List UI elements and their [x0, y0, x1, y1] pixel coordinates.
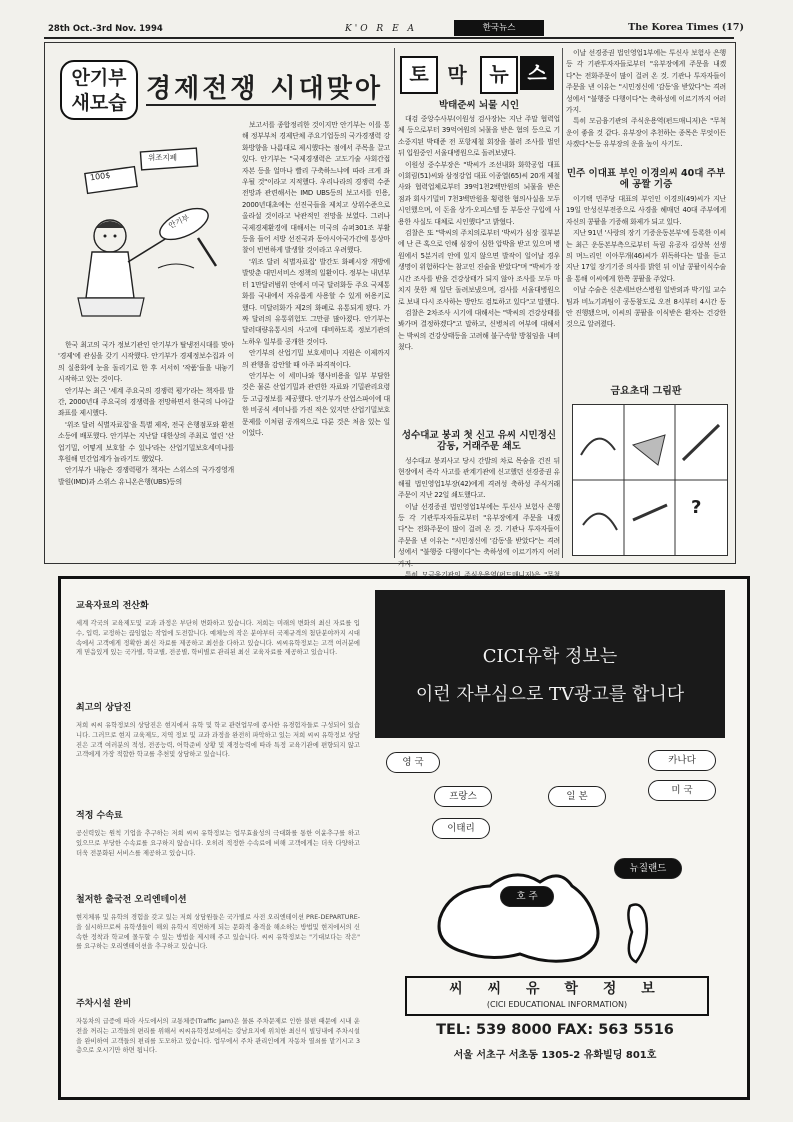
paragraph: 특히 모금융기관의 주식운용역(펀드매니저)은 "무척 운이 좋을 것 같다. 유부장이 추천하는 종목은 무엇이든 사겠다"는등 유부장의 운을 높이 사기도.	[566, 117, 726, 149]
tv-line-2: 이런 자부심으로 TV광고를 합니다	[415, 684, 685, 705]
company-english: (CICI EDUCATIONAL INFORMATION)	[486, 1000, 628, 1009]
paragraph: 안기부의 산업기밀 보호세미나 지원은 이제까지의 관행을 감안할 때 아주 파격적이다.	[242, 349, 390, 369]
column-divider	[394, 48, 395, 558]
cartoon-label-fake: 위조지폐	[148, 153, 177, 162]
story-body	[398, 456, 560, 568]
paragraph: 이기택 민주당 대표의 부인인 이경의(49)씨가 지난 19일 안성신부전증으로 사경을 헤매던 40대 주부에게 자신의 콩팥을 기증해 화제가 되고 있다.	[566, 195, 726, 226]
ad-heading: 최고의 상담진	[76, 703, 132, 713]
article-title: 경제전쟁 시대맞아	[146, 74, 383, 104]
country-usa: 미 국	[648, 780, 716, 801]
paragraph: 안기부가 내놓은 경쟁력평가 책자는 스위스의 국가경영개발원(IMD)과 스위스 유니온은행(UBS)등의	[58, 466, 234, 486]
topic-news-banner	[400, 56, 558, 94]
ad-heading: 교육자료의 전산화	[76, 601, 149, 611]
paragraph: 보고서를 종합정리한 것이지만 안기부는 이를 통해 정부부처 경제단체 주요기업등의 국가경쟁력 강화방향을 나름대로 제시했다는 점에서 주목을 끌고 있다. 안기부는 "국제경쟁력은 고도기술 사회간접자본 등을 얼마나 빨리 구축하느냐에 따라 크게 좌우될 것"이라고 지적했다. 우리나라의 경쟁력 수준전망과 관련해서는 IMD UBS등의 보고서를 인용, 2000년대초에는 선진국들을 제치고 상위수준으로 올라설 것이라고 낙관적인 전망을 보였다. 그러나 국제경제환경에 대해서는 미국의 슈퍼301조 부활등을 들어 서방 선진국과 동아시아국가간에 통상마찰이 빈번하게 발생할 것이라고 우려했다.	[242, 121, 390, 255]
ad-section-5	[76, 996, 360, 1056]
ad-heading: 적정 수속료	[76, 811, 123, 821]
country-france: 프랑스	[434, 786, 492, 807]
paragraph: 검찰은 2차조사 시기에 대해서는 "박씨의 건강상태를 봐가며 결정하겠다"고 말하고, 신병처리 여부에 대해서는 박씨의 건강상태등을 고려해 불구속할 방침임을 내비쳤다.	[398, 308, 560, 352]
story-headline: 박태준씨 뇌물 시인	[438, 100, 520, 111]
ad-body: 현지체류 및 유학의 경험을 갖고 있는 저희 상담원들은 국가별로 사전 오리엔테이션 PRE-DEPARTURE-을 실시하므로써 유학생들이 해외 유학시 직면하게 되는 문화적 충격을 해소하는 방법및 현지에서의 신속한 정착과 학교에 몰두할 수 있는 방법을 제시해 주고 있습니다. 씨씨 유학정보는 "기대보다는 작은" 를 요구하는 오리엔테이션을 추구하고 있습니다.	[76, 914, 360, 951]
company-phone: TEL: 539 8000 FAX: 563 5516	[436, 1022, 674, 1038]
paragraph: '위조 달러 식별자료집' 발간도 화폐시장 개방에 발맞춘 대민서비스 정책의 일환이다. 정부는 내년부터 1만달러범위 안에서 미국 달러화등 주요 국제통화를 국내에서 자유롭게 사용할 수 있게 허용키로 했다. 미달러화가 제2의 화폐로 유통되게 됐다. 가짜 달러의 유통위험도 그만큼 많아졌다. 안기부는 달러대량유통시의 사고에 대비하도록 정보기관의 노하우 일부를 공개한 것이다.	[242, 257, 390, 346]
paragraph: 대검 중앙수사부(이원성 검사장)는 지난 주말 협력업체 등으로부터 39억여원의 뇌물을 받은 혐의 등으로 기소중지된 박태준 전 포항제철 회장을 불러 조사를 벌인 뒤 입원중인 서울대병원으로 돌려보냈다.	[398, 115, 560, 158]
paragraph: 이원성 중수부장은 "박씨가 조선내화 화학공업 대표 이회림(51)씨와 삼정강업 대표 이종열(65)씨 20개 제철사와 협력업체로부터 39억1천2백만원의 뇌물을 받은 점과 회사기밀비 7천3백만원을 횡령한 혐의사실을 모두 시인했으며, 이 돈을 상가·오피스텔 등 부동산 구입에 사용한 사실도 대체로 시인했다"고 밝혔다.	[398, 160, 560, 226]
title-underline	[146, 104, 376, 106]
page-header	[40, 14, 748, 36]
paragraph: 안기부는 최근 '세계 주요국의 경쟁력 평가'라는 책자를 발간, 2000년대 주요국의 경쟁력을 전망하면서 한국의 나아갈 좌표를 제시했다.	[58, 386, 234, 418]
ad-heading: 주차시설 완비	[76, 999, 132, 1009]
page-number: The Korea Times (17)	[628, 22, 744, 33]
ad-heading: 철저한 출국전 오리엔테이션	[76, 895, 187, 905]
country-canada: 카나다	[648, 750, 716, 771]
column-divider	[562, 48, 563, 558]
paragraph: 이날 선경증권 법인영업1부에는 투신사 보험사 은행 등 각 기관투자자들로부터 "유부장에게 주문을 내겠다"는 전화주문이 많이 걸려 온 것. 기관나 투자자들이 주문을 낸 이유는 "시민정신에 '감동'을 받았다"는 격려성에서 "불행중 다행이다"는 축하성에 이르기까지 여러가지.	[566, 49, 726, 115]
ad-body: 세계 각국의 교육제도및 교과 과정은 부단히 변화하고 있습니다. 저희는 미래의 변화의 최신 자료를 입수, 입력, 교정하는 끊임없는 작업에 도전합니다. 예체능의 작은 분야부터 국제규격의 첨단분야까지 시대속에서 고객에게 정확한 최신 자료를 제공하고 최선을 다하고 있습니다. 씨씨유학정보는 고객 여러분에게 믿음있게 있는 국가별, 학교별, 전공별, 학비별로 관리된 최신 교육자료를 제공하고 있습니다.	[76, 620, 360, 657]
ad-body: 자동차의 급증에 따라 사도에서의 교통체증(Traffic Jam)은 물론 주차문제로 인한 불편 때문에 시내 운전을 꺼리는 고객들의 편리를 위해서 씨씨유학정보에서는 강남요지에 위치한 최신식 빌딩내에 주차시설을 완비하여 고객들의 편리를 도모하고 있습니다. 업무에서 주차 관리인에게 자동차 열쇠를 맡기시고 3층으로 오시기만 하면 됩니다.	[76, 1018, 360, 1055]
country-japan: 일 본	[548, 786, 606, 807]
country-newzealand: 뉴질랜드	[614, 858, 682, 879]
paragraph: 안기부는 이 세미나와 행사비용을 일부 부담한 것은 물론 산업기밀과 관련한 자료와 기밀관리요령등 고급정보를 제공했다. 안기부가 산업스파이에 대한 비공식 세미나를 가진 적은 있지만 산업기밀보호문제를 이처럼 공개적으로 다룬 것은 처음 있는 일이었다.	[242, 371, 390, 437]
country-australia: 호 주	[500, 886, 554, 907]
ad-section-2	[76, 700, 360, 760]
ad-body: 공신력있는 원칙 기업을 추구하는 저희 씨씨 유학정보는 업무효율성의 극대화를 통한 이윤추구를 하고 있으므로 부당한 수속료를 요구하지 않습니다. 오히려 적정한 수속료에 비해 고객에게는 더욱 다양하고 더욱 전문화된 서비스를 제공하고 있습니다.	[76, 830, 360, 857]
cartoon-label-dollar: 100$	[89, 170, 111, 183]
badge-line-1: 안기부	[71, 67, 127, 89]
story-headline: 성수대교 붕괴 첫 신고 유씨 시민정신 감동, 거래주문 쇄도	[401, 430, 557, 452]
country-italy: 이태리	[432, 818, 490, 839]
puzzle-grid	[572, 404, 728, 556]
banner-char: 토	[400, 56, 438, 94]
tv-ad-box	[375, 590, 725, 738]
banner-char: 뉴	[480, 56, 518, 94]
paragraph: 성수대교 붕괴사고 당시 간발의 차로 목숨을 건진 뒤 현장에서 즉각 사고를 관계기관에 신고했던 선경증권 유해필 법인영업1부장(42)에게 격려성 축하성 주식거래 주문이 지난 22일 쇄도했다고.	[398, 457, 560, 500]
ad-section-1	[76, 598, 360, 658]
puzzle-title: 금요초대 그림판	[610, 386, 682, 397]
tv-line-1: CICI유학 정보는	[482, 646, 618, 667]
ad-body: 저희 씨씨 유학정보의 상담진은 현지에서 유학 및 학교 관련업무에 종사한 유경험자들로 구성되어 있습니다. 그러므로 현지 교육제도, 지역 정보 및 교과 과정을 완전히 파악하고 있는 저희 씨씨 유학정보 상담진은 고객 여러분의 적성, 전공능력, 어학준비 상황 및 재정능력에 따라 특정 교육기관에 편향되지 않고 고객에게 가장 적합한 학교를 추천및 상담하고 있습니다.	[76, 722, 360, 759]
paragraph: 이날 선경증권 법인영업1부에는 투신사 보험사 은행 등 각 기관투자자들로부터 "유부장에게 주문을 내겠다"는 전화주문이 많이 걸려 온 것. 기관나 투자자들이 주문을 낸 이유는 "시민정신에 '감동'을 받았다"는 격려성에서 "불행중 다행이다"는 축하성에 이르기까지 여러가지.	[398, 502, 560, 568]
badge-line-2: 새모습	[71, 92, 127, 114]
article-badge	[60, 60, 138, 120]
story-body	[398, 114, 560, 426]
paragraph: 검찰은 또 "박씨의 주치의로부터 '박씨가 심장 질부분에 난 큰 혹으로 인해 심장이 심한 압박을 받고 있으며 병원에서 5분거리 안에 있지 않으면 발작이 일어날 경우 생명이 위험하다'는 참고인 진술을 받았다"며 "박씨가 장시간 조사를 받을 건강상태가 되지 않아 조사를 모두 마치지 못한 채 일단 돌려보냈으며, 검사를 서울대병원으로 보내 다시 조사하는 방안도 검토하고 있다"고 말했다.	[398, 229, 560, 306]
banner-char: 스	[520, 56, 554, 90]
cartoon-illustration	[66, 138, 226, 324]
company-address: 서울 서초구 서초동 1305-2 유화빌딩 801호	[453, 1050, 657, 1061]
paragraph: '위조 달러 식별자료집'을 특별 제작, 전국 은행점포와 환전소등에 배포했다. 안기부는 지난달 대한상의 주최로 열린 '산업기밀, 어떻게 보호할 수 있나'라는 산업기밀보호세미나를 후원해 민간업계가 놀라기도 했었다.	[58, 420, 234, 464]
company-name-box	[405, 976, 709, 1016]
paragraph: 지난 91년 '사랑의 장기 기증운동본부'에 등록한 이씨는 최근 운동본부측으로부터 득림 유공자 김상복 선생의 며느리인 이아무개(46)씨가 위독하다는 말을 듣고 지난 17일 장기기증 의사를 밝힌 뒤 이날 콩팥이식수술을 통해 이씨에게 한쪽 콩팥을 주었다.	[566, 229, 726, 283]
paragraph: 이날 수술은 신촌세브란스병원 일반외과 박기일 교수팀과 비뇨기과팀이 공동참도로 오전 8시부터 4시간 동안 진행됐으며, 이씨의 콩팥을 이식받은 환자는 건강한 것으로 알려졌다.	[566, 286, 726, 329]
section-tag: 한국뉴스	[454, 20, 544, 36]
country-uk: 영 국	[386, 752, 440, 773]
article-col-2	[242, 120, 390, 558]
story-continued	[566, 48, 726, 164]
puzzle-question: ?	[691, 497, 702, 518]
story-headline: 민주 이대표 부인 이경의씨 40대 주부에 공짤 기증	[566, 168, 726, 190]
ad-section-3	[76, 808, 360, 858]
ad-section-4	[76, 892, 360, 952]
cartoon-label-agency: 안기부	[167, 212, 191, 231]
paragraph: 한국 최고의 국가 정보기관인 안기부가 탈냉전시대를 맞아 '경제'에 관심을 갖기 시작했다. 안기부가 경제정보수집과 이의 실용화에 눈을 돌리기로 한 후 서서히 '작품'들을 내놓기 시작하고 있는 것이다.	[58, 341, 234, 384]
banner-char: 막	[447, 63, 467, 87]
company-name: 씨 씨 유 학 정 보	[449, 981, 665, 997]
story-body	[566, 194, 726, 376]
header-rule	[44, 37, 734, 39]
section-label: K'O R E A	[345, 24, 418, 34]
article-col-1	[58, 340, 234, 558]
issue-date: 28th Oct.-3rd Nov. 1994	[48, 24, 163, 34]
